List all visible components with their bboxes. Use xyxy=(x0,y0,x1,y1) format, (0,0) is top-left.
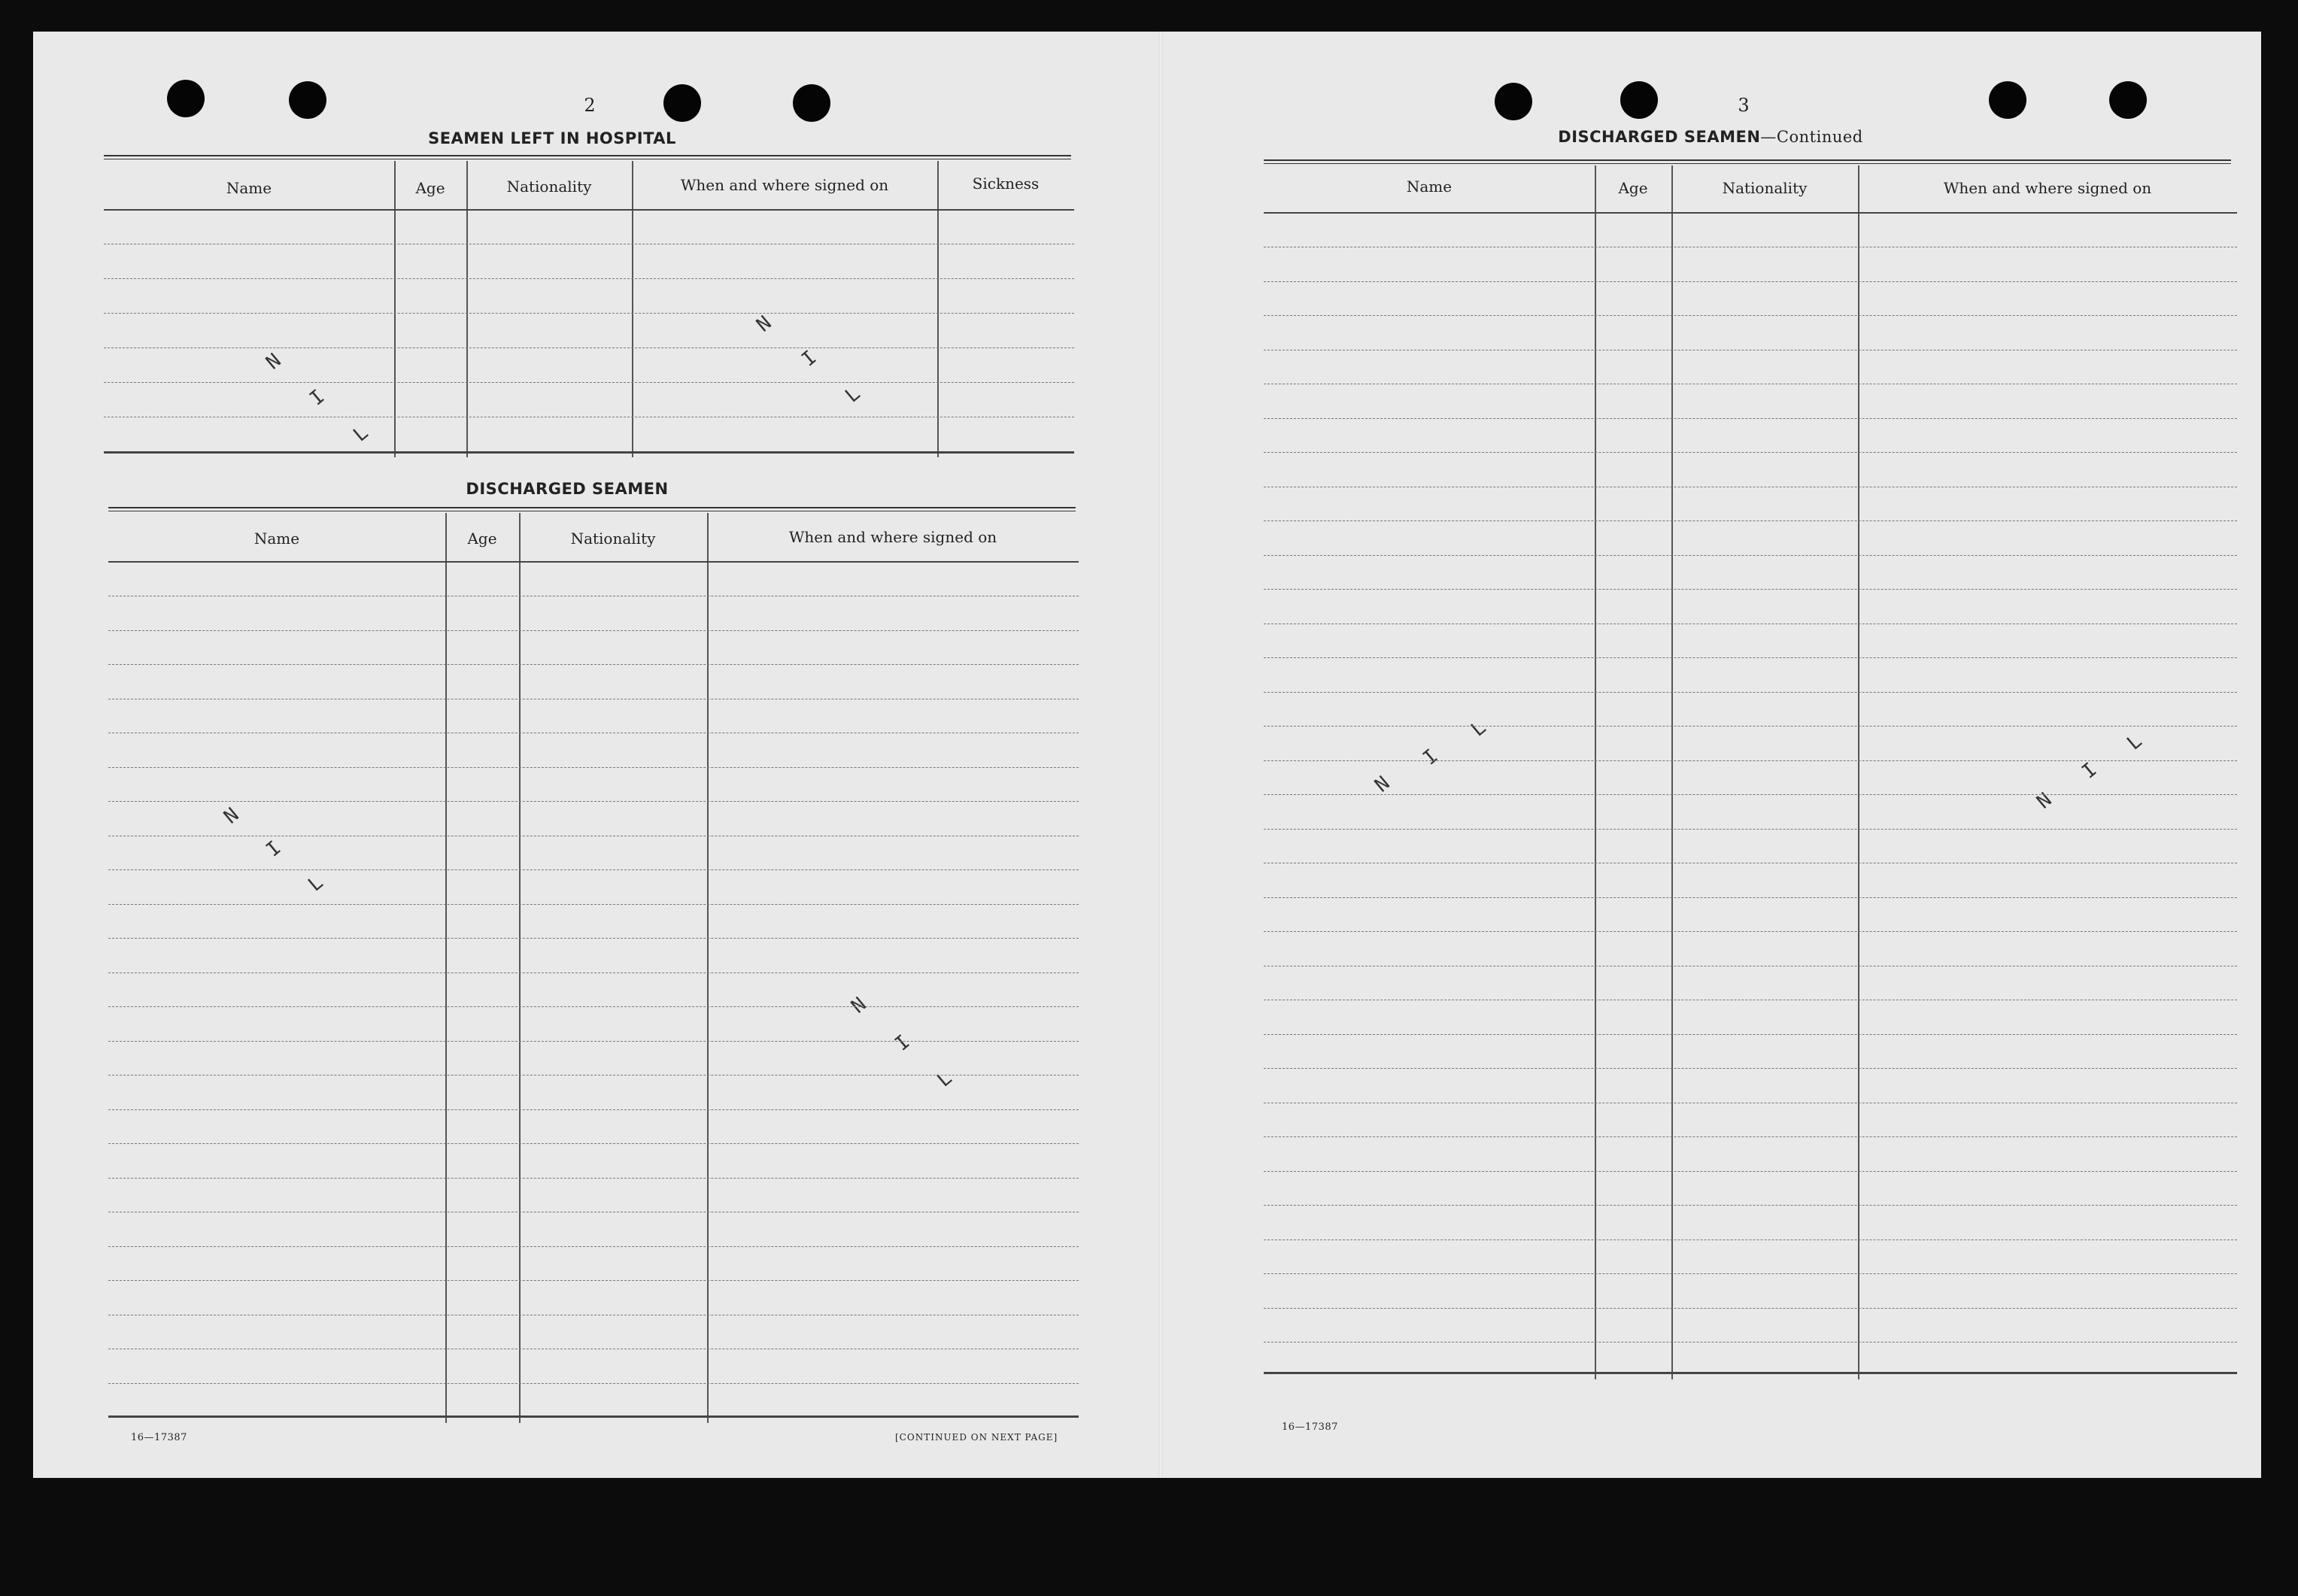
bottom-rule xyxy=(108,1415,1079,1418)
double-rule xyxy=(104,155,1071,159)
page-number: 3 xyxy=(1738,95,1750,116)
row-rule xyxy=(1264,1034,2237,1035)
row-rule xyxy=(1264,589,2237,590)
row-rule xyxy=(108,1178,1079,1179)
discharged-continued-title xyxy=(1530,128,1891,146)
row-rule xyxy=(108,801,1079,802)
nil-stamp-letter: I xyxy=(891,1030,915,1056)
continued-note: [CONTINUED ON NEXT PAGE] xyxy=(895,1432,1058,1443)
row-rule xyxy=(108,1280,1079,1281)
nil-stamp-letter: N xyxy=(847,993,871,1018)
header-rule xyxy=(108,561,1079,563)
column-header-signed-on: When and where signed on xyxy=(680,176,889,194)
row-rule xyxy=(1264,829,2237,830)
nil-stamp-letter: I xyxy=(1419,745,1443,770)
nil-stamp-letter: L xyxy=(349,421,373,447)
form-code: 16—17387 xyxy=(131,1432,187,1443)
row-rule xyxy=(1264,315,2237,316)
row-rule xyxy=(1264,1273,2237,1274)
row-rule xyxy=(1264,418,2237,419)
row-rule xyxy=(1264,726,2237,727)
nil-stamp-letter: L xyxy=(1467,716,1491,742)
column-header-age: Age xyxy=(1618,179,1648,197)
row-rule xyxy=(104,313,1074,314)
row-rule xyxy=(1264,1171,2237,1172)
row-rule xyxy=(108,904,1079,905)
left-page xyxy=(33,32,1161,1478)
row-rule xyxy=(108,630,1079,631)
row-rule xyxy=(1264,794,2237,795)
column-divider xyxy=(1671,165,1673,1379)
row-rule xyxy=(108,1383,1079,1384)
header-rule xyxy=(104,209,1074,211)
row-rule xyxy=(1264,281,2237,282)
hospital-section-title: SEAMEN LEFT IN HOSPITAL xyxy=(428,129,676,147)
right-page xyxy=(1161,32,2261,1478)
row-rule xyxy=(1264,897,2237,898)
nil-stamp-letter: L xyxy=(304,871,328,897)
column-header-nationality: Nationality xyxy=(1722,179,1808,197)
column-header-age: Age xyxy=(415,179,445,197)
row-rule xyxy=(108,1075,1079,1076)
row-rule xyxy=(108,664,1079,665)
discharged-continued-table xyxy=(1264,165,2237,1379)
nil-stamp-letter: N xyxy=(752,311,776,337)
nil-stamp-letter: I xyxy=(2078,758,2102,784)
column-header-name: Name xyxy=(226,179,272,197)
column-header-sickness: Sickness xyxy=(972,174,1040,193)
section-title-text: DISCHARGED SEAMEN xyxy=(1558,128,1761,146)
row-rule xyxy=(108,1109,1079,1110)
row-rule xyxy=(108,1006,1079,1007)
column-divider xyxy=(445,513,447,1423)
column-divider xyxy=(519,513,521,1423)
row-rule xyxy=(1264,692,2237,693)
header-rule xyxy=(1264,212,2237,214)
double-rule xyxy=(1264,159,2231,164)
column-divider xyxy=(394,161,396,457)
nil-stamp-letter: I xyxy=(797,346,821,372)
row-rule xyxy=(1264,1342,2237,1343)
row-rule xyxy=(108,1143,1079,1144)
double-rule xyxy=(108,507,1076,511)
column-divider xyxy=(466,161,468,457)
row-rule xyxy=(1264,1205,2237,1206)
row-rule xyxy=(104,278,1074,279)
column-divider xyxy=(632,161,633,457)
row-rule xyxy=(108,767,1079,768)
row-rule xyxy=(1264,1068,2237,1069)
row-rule xyxy=(108,869,1079,870)
discharged-section-title: DISCHARGED SEAMEN xyxy=(466,480,669,498)
row-rule xyxy=(1264,1239,2237,1240)
discharged-table xyxy=(108,513,1079,1423)
continued-suffix: —Continued xyxy=(1760,128,1863,146)
column-header-name: Name xyxy=(1406,178,1453,196)
row-rule xyxy=(1264,1308,2237,1309)
row-rule xyxy=(1264,452,2237,453)
nil-stamp-letter: L xyxy=(933,1067,957,1092)
column-divider xyxy=(1595,165,1596,1379)
nil-stamp-letter: I xyxy=(305,385,329,411)
row-rule xyxy=(108,972,1079,973)
column-header-age: Age xyxy=(467,529,497,548)
column-divider xyxy=(1858,165,1859,1379)
nil-stamp-letter: N xyxy=(220,803,244,829)
row-rule xyxy=(108,1246,1079,1247)
column-header-nationality: Nationality xyxy=(570,529,656,548)
column-header-nationality: Nationality xyxy=(506,178,592,196)
row-rule xyxy=(1264,657,2237,658)
row-rule xyxy=(108,1041,1079,1042)
nil-stamp-letter: L xyxy=(2123,730,2147,755)
nil-stamp-letter: N xyxy=(1371,772,1395,797)
nil-stamp-letter: N xyxy=(2032,788,2057,814)
row-rule xyxy=(104,382,1074,383)
nil-stamp-letter: L xyxy=(841,382,865,408)
row-rule xyxy=(104,347,1074,348)
column-divider xyxy=(937,161,939,457)
row-rule xyxy=(108,938,1079,939)
row-rule xyxy=(1264,931,2237,932)
form-code: 16—17387 xyxy=(1282,1422,1338,1433)
column-divider xyxy=(707,513,709,1423)
ledger-sheet xyxy=(33,32,2261,1478)
row-rule xyxy=(1264,520,2237,521)
bottom-rule xyxy=(104,451,1074,454)
row-rule xyxy=(1264,760,2237,761)
bottom-rule xyxy=(1264,1372,2237,1374)
page-number: 2 xyxy=(584,95,596,116)
column-header-signed-on: When and where signed on xyxy=(1943,179,2152,197)
column-header-signed-on: When and where signed on xyxy=(788,528,997,546)
column-header-name: Name xyxy=(253,529,300,548)
row-rule xyxy=(1264,1136,2237,1137)
hospital-table xyxy=(104,161,1074,457)
row-rule xyxy=(1264,555,2237,556)
nil-stamp-letter: N xyxy=(262,349,286,375)
nil-stamp-letter: I xyxy=(262,836,286,862)
